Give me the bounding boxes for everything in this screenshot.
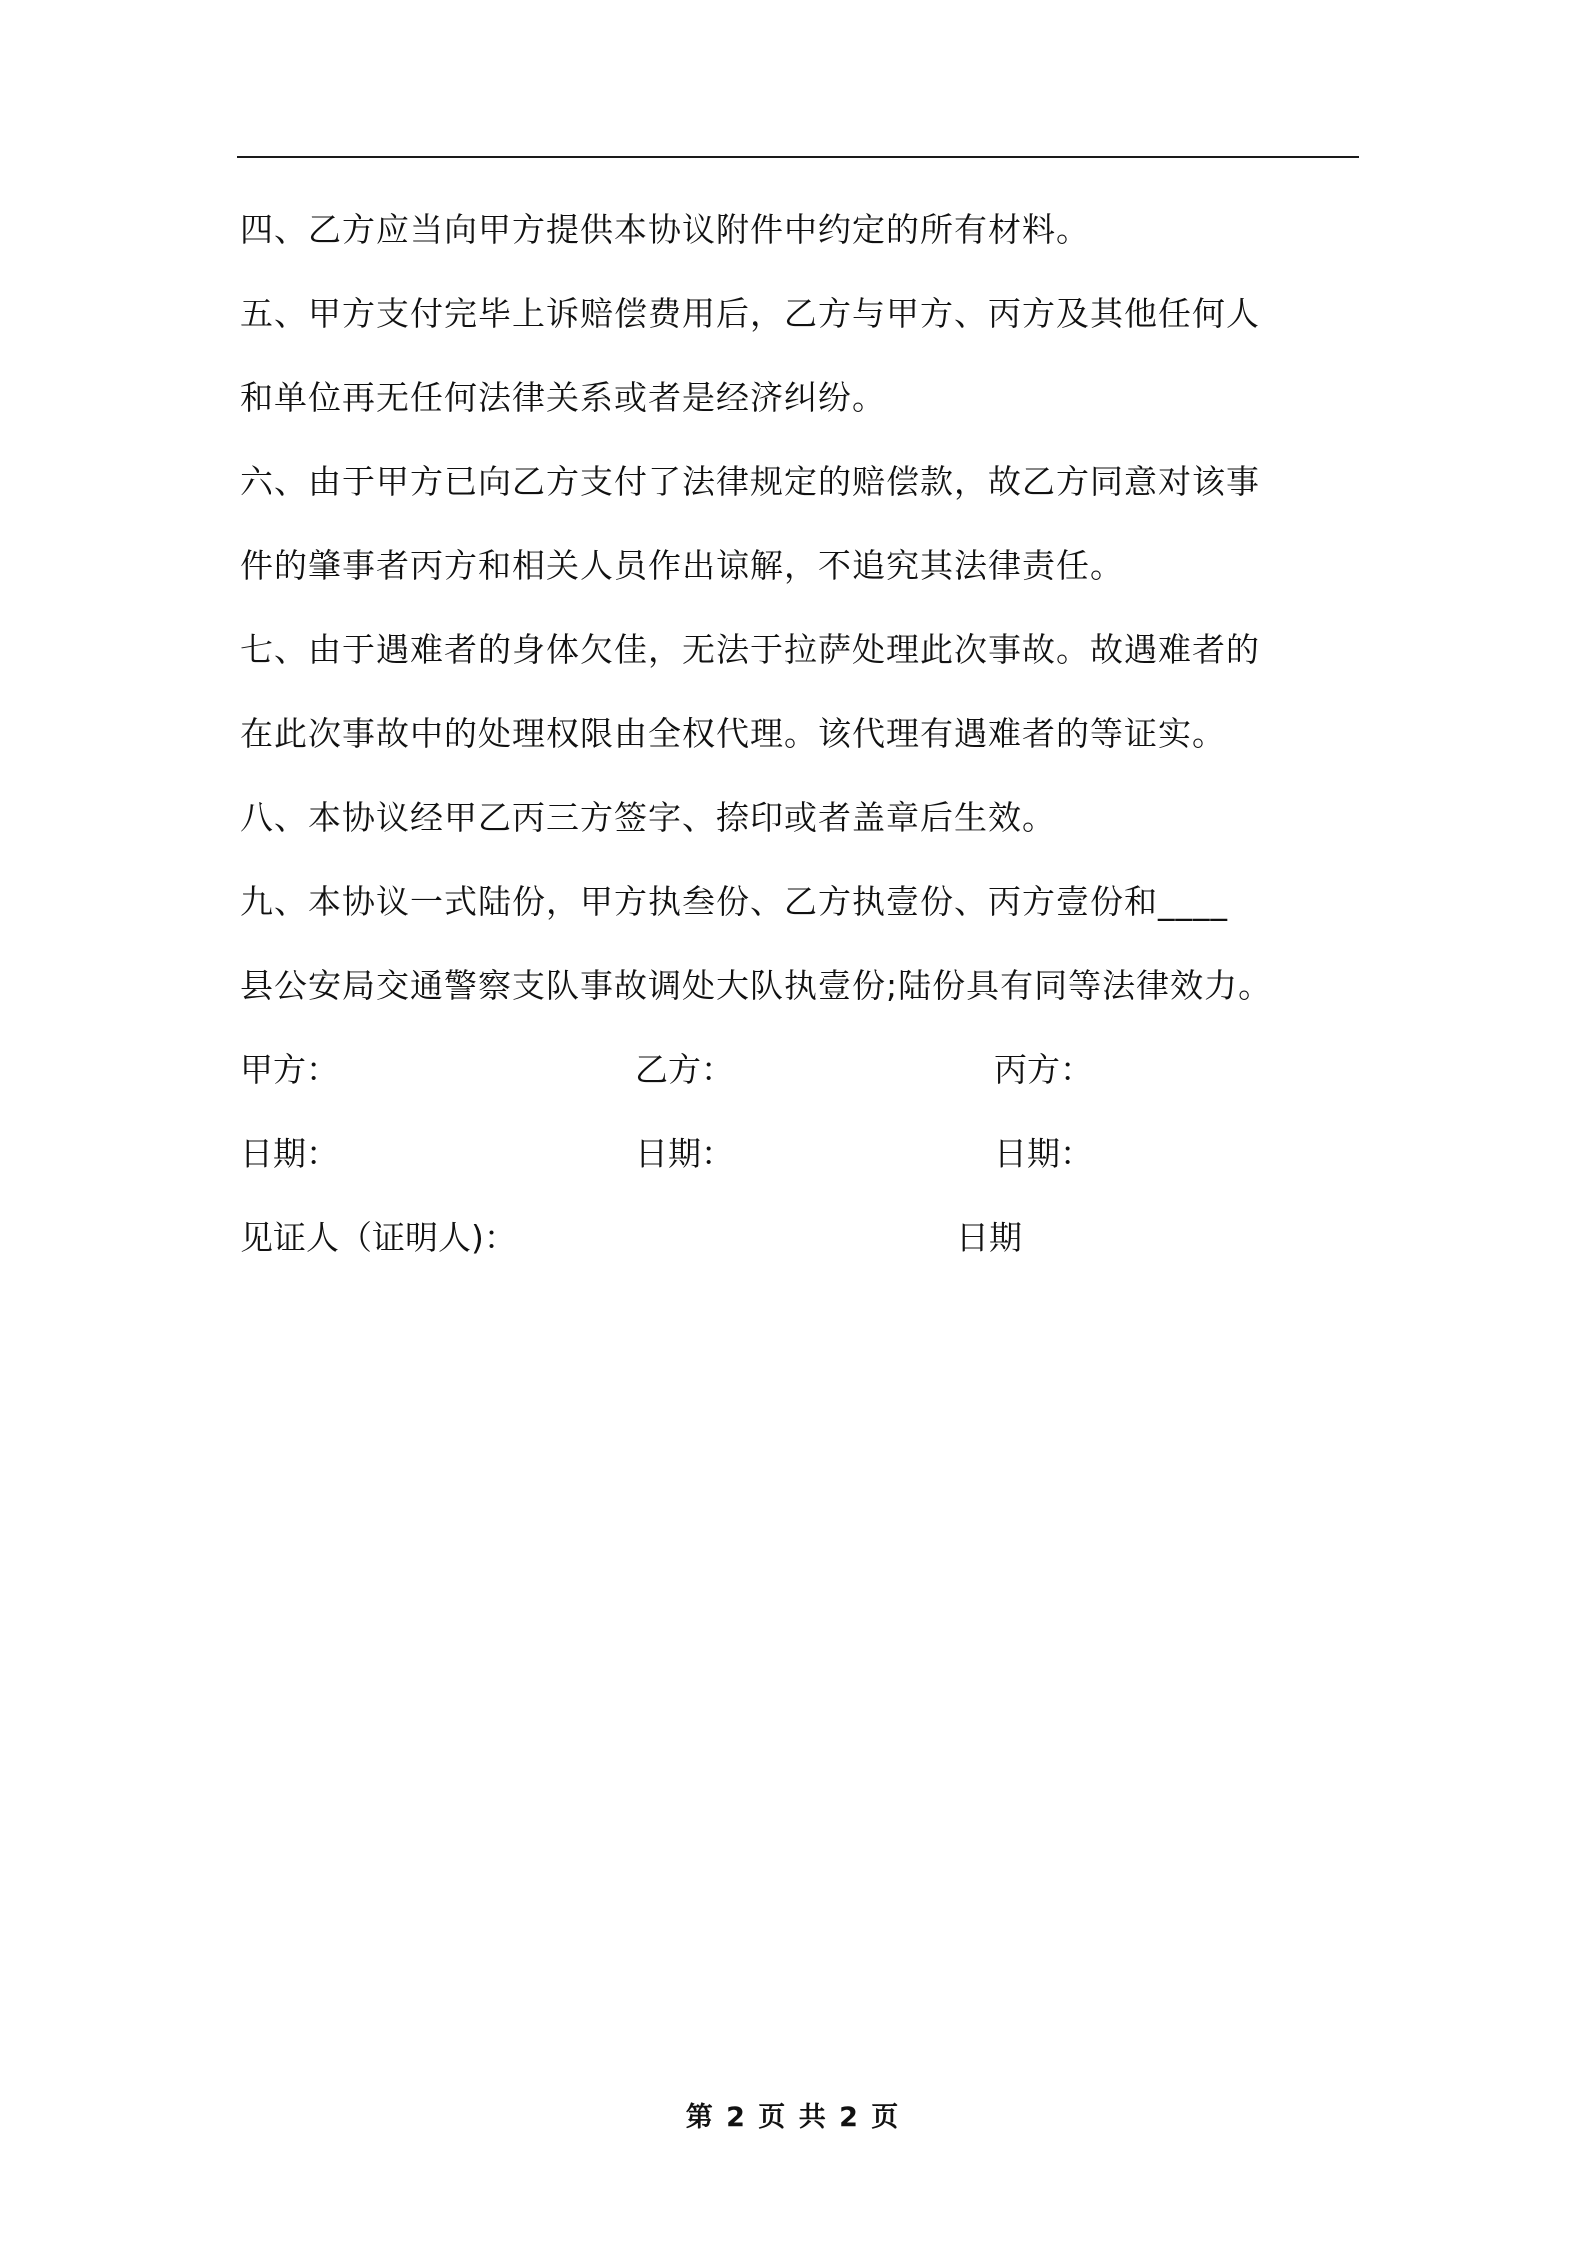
signature-row-witness xyxy=(240,1196,1390,1280)
party-b-label: 乙方： xyxy=(635,1050,734,1089)
clause-7-line-2: 在此次事故中的处理权限由全权代理。该代理有遇难者的等证实。 xyxy=(240,714,1226,753)
signature-row-dates xyxy=(240,1112,1390,1196)
clause-6 xyxy=(240,440,1390,608)
clause-7-line-1: 七、由于遇难者的身体欠佳，无法于拉萨处理此次事故。故遇难者的 xyxy=(240,630,1260,669)
witness-label: 见证人（证明人)： xyxy=(240,1218,517,1257)
clause-5-line-1: 五、甲方支付完毕上诉赔偿费用后，乙方与甲方、丙方及其他任何人 xyxy=(240,294,1260,333)
witness-date-label: 日期 xyxy=(956,1218,1022,1257)
clause-9-line-1: 九、本协议一式陆份，甲方执叁份、乙方执壹份、丙方壹份和____ xyxy=(240,882,1228,921)
signature-row-parties xyxy=(240,1028,1390,1112)
page-number: 第 2 页 共 2 页 xyxy=(685,2102,901,2133)
clause-5 xyxy=(240,272,1390,440)
party-a-label: 甲方： xyxy=(240,1050,339,1089)
clause-4-line-1: 四、乙方应当向甲方提供本协议附件中约定的所有材料。 xyxy=(240,210,1090,249)
clause-5-line-2: 和单位再无任何法律关系或者是经济纠纷。 xyxy=(240,378,886,417)
date-a-label: 日期： xyxy=(240,1134,339,1173)
clause-8-line-1: 八、本协议经甲乙丙三方签字、捺印或者盖章后生效。 xyxy=(240,798,1056,837)
clause-6-line-2: 件的肇事者丙方和相关人员作出谅解，不追究其法律责任。 xyxy=(240,546,1124,585)
date-b-label: 日期： xyxy=(635,1134,734,1173)
clause-9-line-2: 县公安局交通警察支队事故调处大队执壹份;陆份具有同等法律效力。 xyxy=(240,966,1273,1005)
clause-6-line-1: 六、由于甲方已向乙方支付了法律规定的赔偿款，故乙方同意对该事 xyxy=(240,462,1260,501)
clause-7 xyxy=(240,608,1390,776)
clause-8 xyxy=(240,776,1390,860)
clause-9 xyxy=(240,860,1390,1028)
header-rule xyxy=(237,156,1359,158)
clause-4 xyxy=(240,188,1390,272)
party-c-label: 丙方： xyxy=(994,1050,1093,1089)
date-c-label: 日期： xyxy=(994,1134,1093,1173)
